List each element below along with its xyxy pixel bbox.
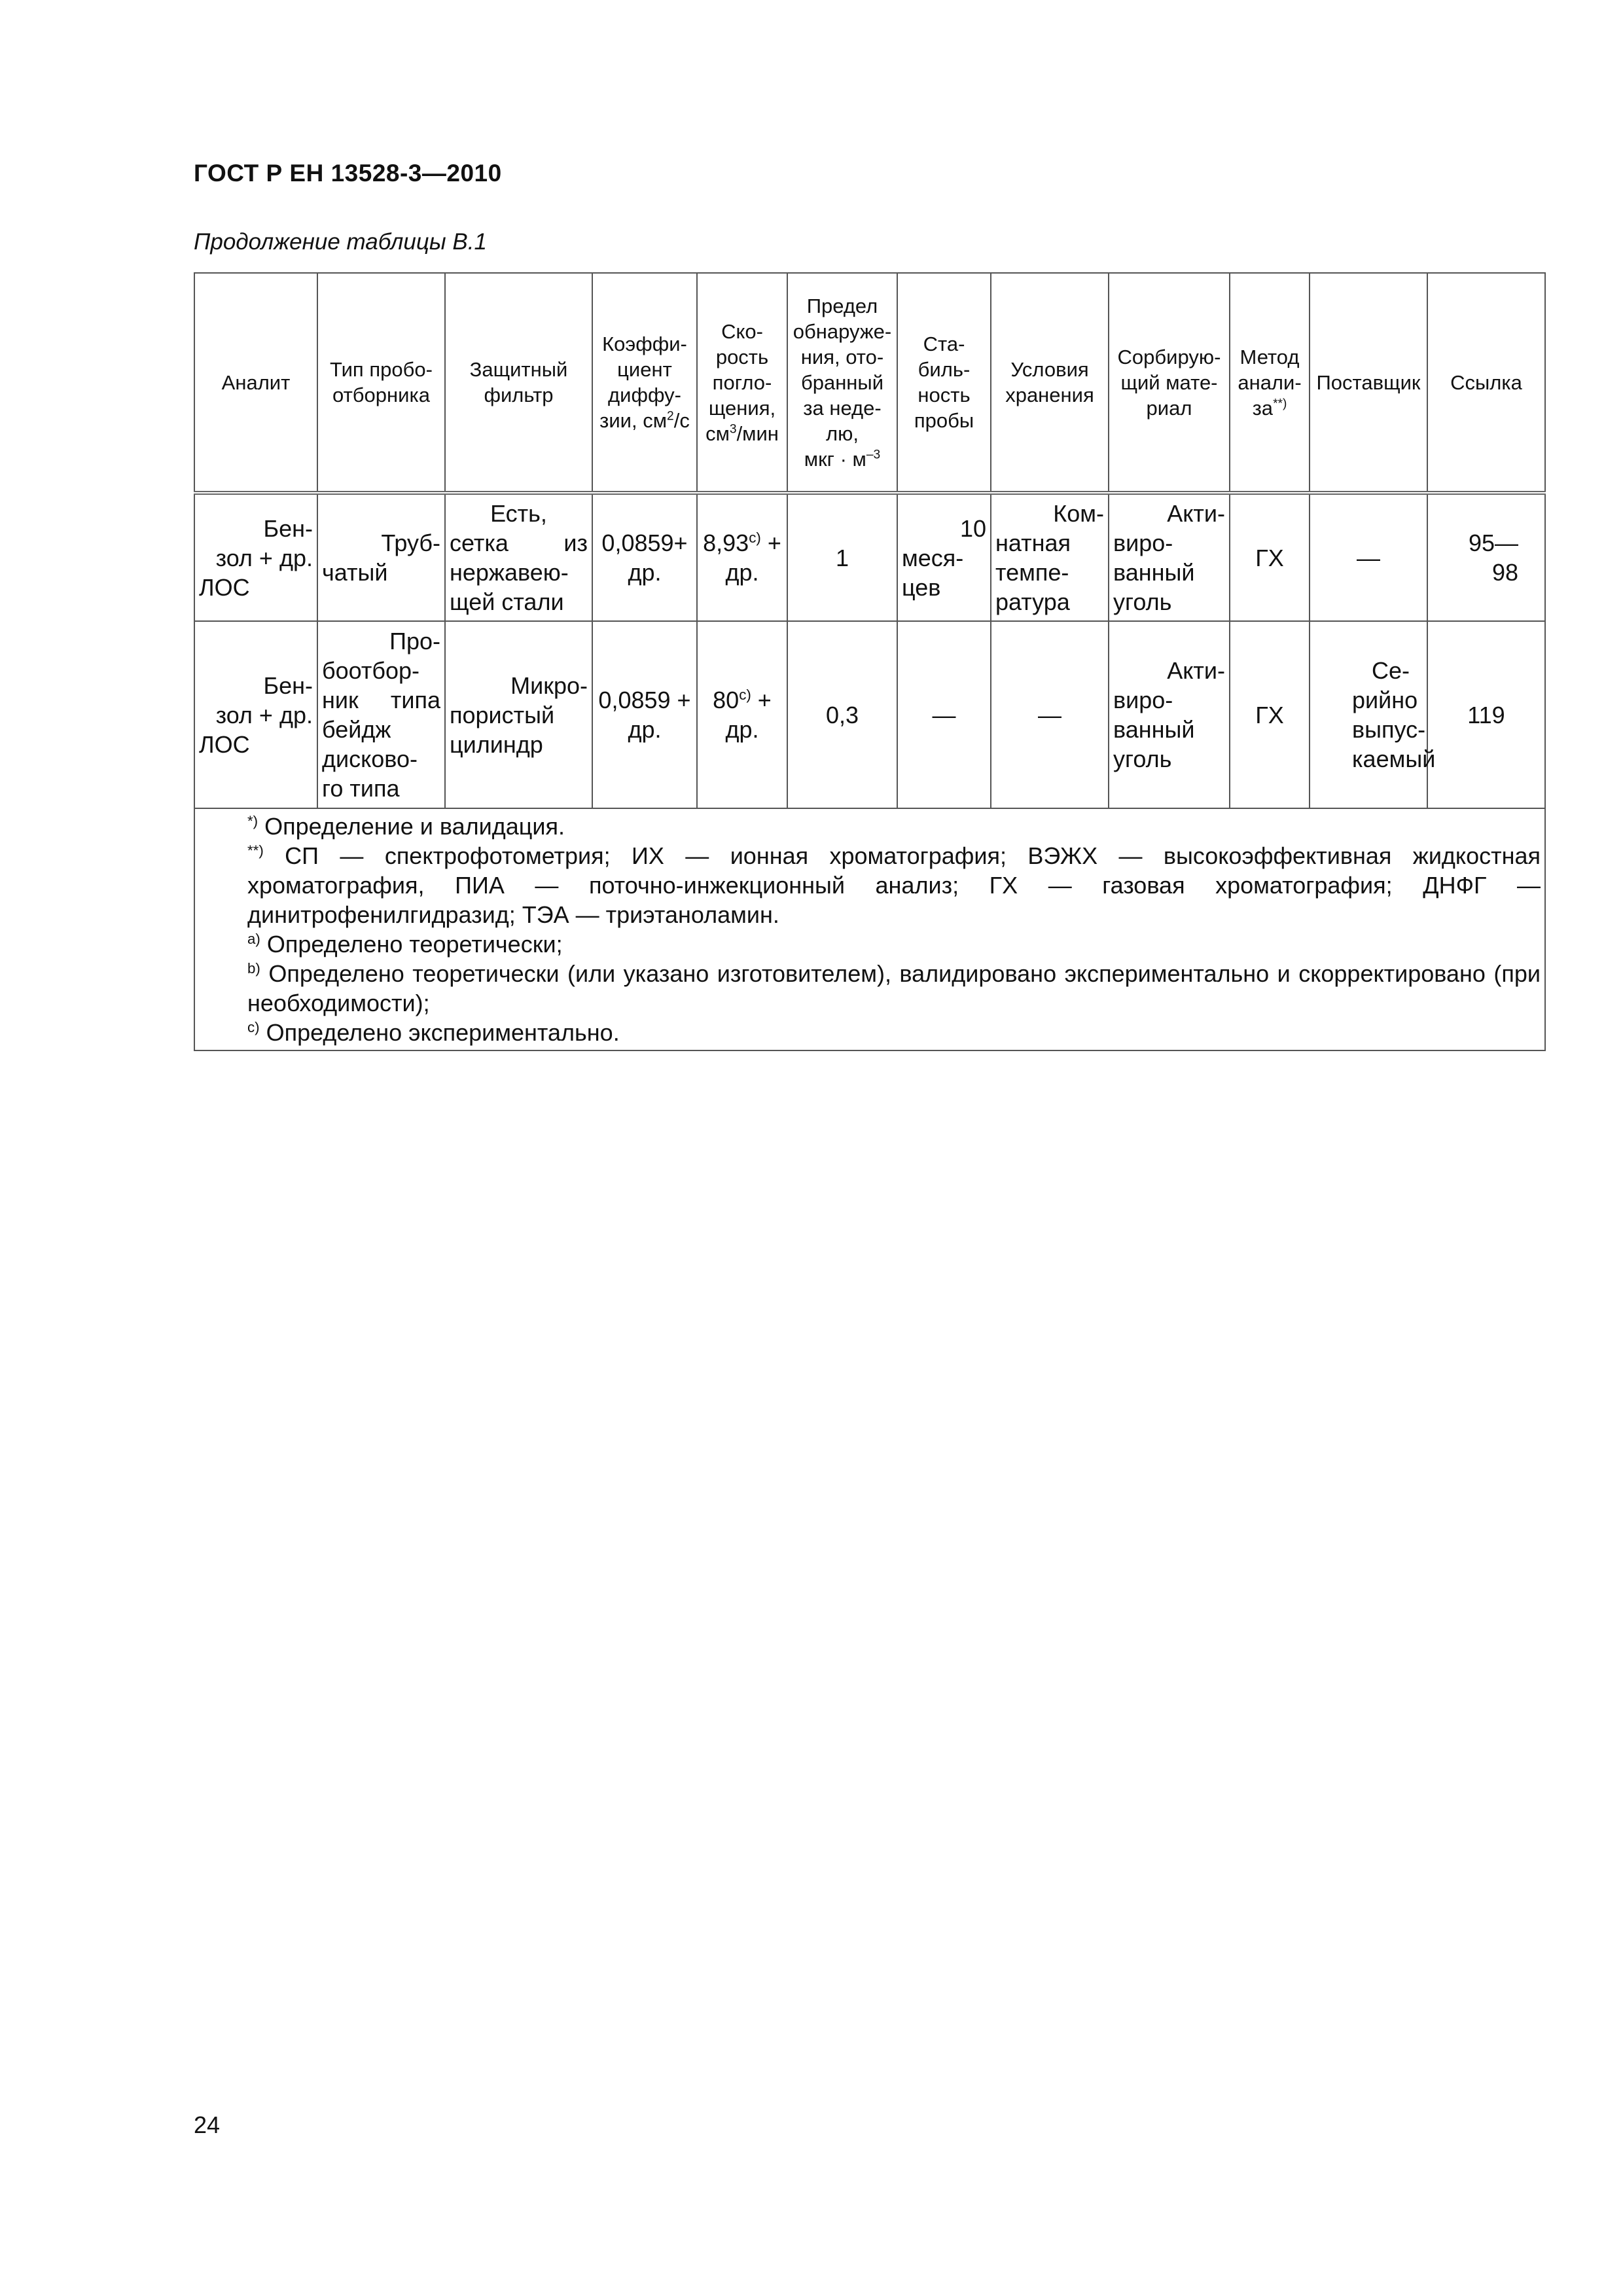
cell-diffusion-coefficient: 0,0859 + др.	[592, 621, 697, 808]
data-table	[194, 272, 1546, 1051]
table-row	[194, 493, 1545, 621]
header-diffusion-coefficient: Коэффи- циент диффу- зии, $см^2/с$	[592, 273, 697, 493]
cell-uptake-rate: $8,93^{c)}$ + др.	[697, 493, 787, 621]
cell-sampler-type: Труб- чатый	[317, 493, 445, 621]
cell-protective-filter: Микро- пористый цилиндр	[445, 621, 592, 808]
cell-supplier: —	[1310, 493, 1427, 621]
footnote: $^{a)}$ Определено теоретически;	[247, 931, 563, 958]
cell-sampler-type: Про- боотбор- ник типа бейдж дисково- го типа	[317, 621, 445, 808]
cell-stability: —	[897, 621, 991, 808]
cell-analysis-method: ГХ	[1230, 493, 1310, 621]
cell-sorbent: Акти- виро- ванный уголь	[1109, 621, 1230, 808]
cell-supplier: Се- рийно выпус- каемый	[1310, 621, 1427, 808]
cell-storage-conditions: Ком- натная темпе- ратура	[991, 493, 1109, 621]
cell-storage-conditions: —	[991, 621, 1109, 808]
header-stability: Ста- биль- ность пробы	[897, 273, 991, 493]
cell-stability: 10 меся- цев	[897, 493, 991, 621]
table-footnotes-row	[194, 808, 1545, 1050]
cell-detection-limit: 1	[787, 493, 897, 621]
document-code: ГОСТ Р ЕН 13528-3—2010	[194, 160, 502, 187]
cell-analysis-method: ГХ	[1230, 621, 1310, 808]
table-continuation-label: Продолжение таблицы В.1	[194, 229, 487, 255]
footnote: *) Определение и валидация.	[247, 813, 565, 840]
table-header-row	[194, 273, 1545, 493]
header-detection-limit: Предел обнаруже- ния, ото- бранный за неде- лю, мкг · $м^{-3}$	[787, 273, 897, 493]
footnote: $^{c)}$ Определено экспериментально.	[247, 1019, 620, 1046]
cell-uptake-rate: $80^{c)}$ + др.	[697, 621, 787, 808]
header-analysis-method: Метод анали- за**)	[1230, 273, 1310, 493]
page-number: 24	[194, 2111, 221, 2138]
cell-detection-limit: 0,3	[787, 621, 897, 808]
cell-protective-filter: Есть, сетка из нержавею- щей стали	[445, 493, 592, 621]
cell-analyte: Бен- зол + др. ЛОС	[194, 493, 317, 621]
header-analyte: Аналит	[194, 273, 317, 493]
header-reference: Ссылка	[1427, 273, 1545, 493]
header-storage-conditions: Условия хранения	[991, 273, 1109, 493]
header-sorbent: Сорбирую- щий мате- риал	[1109, 273, 1230, 493]
header-supplier: Поставщик	[1310, 273, 1427, 493]
cell-diffusion-coefficient: 0,0859+ др.	[592, 493, 697, 621]
header-protective-filter: Защитный фильтр	[445, 273, 592, 493]
header-sampler-type: Тип пробо- отборника	[317, 273, 445, 493]
footnote: $^{b)}$ Определено теоретически (или указано изготовителем), валидировано экспериментально и скорректировано (при необходимости);	[247, 960, 1541, 1016]
header-uptake-rate: Ско- рость погло- щения, $см^3$/мин	[697, 273, 787, 493]
cell-analyte: Бен- зол + др. ЛОС	[194, 621, 317, 808]
table-row	[194, 621, 1545, 808]
cell-reference: 95— 98	[1427, 493, 1545, 621]
table-footnotes	[194, 808, 1545, 1050]
footnote: **) СП — спектрофотометрия; ИХ — ионная хроматография; ВЭЖХ — высокоэффективная жидкостная хроматография, ПИА — поточно-инжекционный анализ; ГХ — газовая хроматография; ДНФГ — динитрофенилгидразид; ТЭА — триэтаноламин.	[247, 842, 1541, 928]
cell-sorbent: Акти- виро- ванный уголь	[1109, 493, 1230, 621]
cell-reference: 119	[1427, 621, 1545, 808]
